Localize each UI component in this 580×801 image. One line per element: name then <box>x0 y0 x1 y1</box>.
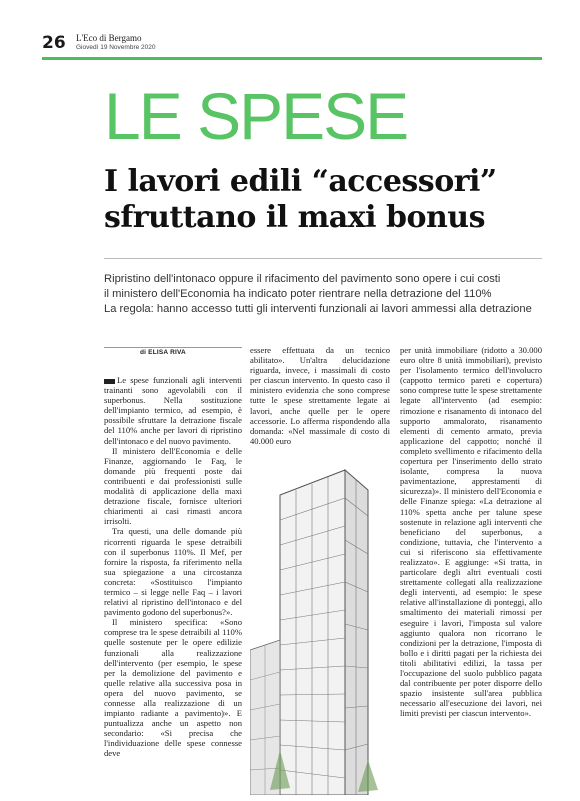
building-sketch-icon <box>250 450 390 795</box>
headline-line: I lavori edili “accessori” <box>104 164 497 199</box>
paragraph <box>104 375 242 446</box>
paragraph: essere effettuata da un tecnico abilitato». Un'altra delucidazione riguarda, invece, i massimali di costo per ciascun intervento. In questo caso il ministero evidenzia che sono comprese tutte le spese strettamente legate ai lavori, anche quelle per le opere accessorie. Lo afferma rispondendo alla domanda: «Nel massimale di costo di 40.000 euro <box>250 345 390 446</box>
subhead-line: Ripristino dell'intonaco oppure il rifacimento del pavimento sono opere i cui costi <box>104 273 501 285</box>
paragraph: Tra questi, una delle domande più ricorrenti riguarda le spese detraibili con il superbonus 110%. Il Mef, per fornire la risposta, fa riferimento nella sua spiegazione a una circostanza concreta: «Sostituisco l'impianto termico – si legge nelle Faq – i lavori relativi al ripristino dell'intonaco e del pavimento godono del superbonus?». <box>104 526 242 618</box>
subhead-line: La regola: hanno accesso tutti gli interventi funzionali ai lavori ammessi alla detrazione <box>104 303 532 315</box>
paragraph-text: Le spese funzionali agli interventi trainanti sono agevolabili con il superbonus. Nella sostituzione dell'impianto termico, ad esempio, è possibile sfruttare la detrazione fiscale del 110% anche per lavori di ripristino dell'intonaco e del nuovo pavimento. <box>104 375 242 446</box>
byline-rule <box>104 347 242 348</box>
article-column-3 <box>400 345 542 718</box>
subheadline <box>104 272 544 317</box>
byline: di ELISA RIVA <box>140 349 186 356</box>
headline-line: sfruttano il maxi bonus <box>104 200 485 235</box>
article-column-2 <box>250 345 390 446</box>
paragraph: Il ministero specifica: «Sono comprese tra le spese detraibili al 110% quelle sostenute per le opere edilizie funzionali alla realizzazione dell'intervento (per esempio, le spese per la demolizione del pavimento e quelle relative alla successiva posa in opera del nuovo pavimento, se connesse alla realizzazione di un impianto radiante a pavimento)». E puntualizza anche un aspetto non secondario: «Si precisa che l'individuazione delle spese connesse deve <box>104 617 242 759</box>
building-sketch-illustration <box>250 450 390 795</box>
publication-date: Giovedì 19 Novembre 2020 <box>76 44 156 51</box>
paragraph: per unità immobiliare (ridotto a 30.000 euro oltre 8 unità immobiliari), previsto per l'isolamento termico dell'involucro (cappotto termico pareti e copertura) sono comprese tutte le spese strettamente legate all'intervento (ad esempio: rimozione e risanamento di intonaco del supporto ammalorato, risanamento elementi di cemento armato, previa applicazione del cappotto; nonché il completo svellimento e rifacimento della copertura per l'inserimento dello strato isolante, compresa la nuova pavimentazione, apprestamenti di sicurezza)». Il ministero dell'Economia e delle Finanze spiega: «La detrazione al 110% spetta anche per talune spese sostenute in relazione agli interventi che beneficiano del superbonus, a condizione, tuttavia, che l'intervento a cui si riferiscono sia effettivamente realizzato». E aggiunge: «Si tratta, in particolare degli altri eventuali costi strettamente collegati alla realizzazione degli interventi, ad esempio: le spese relative all'installazione di ponteggi, allo smaltimento dei materiali rimossi per eseguire i lavori, l'imposta sul valore aggiunto qualora non ricorrano le condizioni per la detrazione, l'imposta di bollo e i diritti pagati per la richiesta dei titoli abilitativi edilizi, la tassa per l'occupazione del suolo pubblico pagata dal contribuente per poter disporre dello spazio insistente sull'area pubblica necessario all'esecuzione dei lavori, nei limiti previsti per ciascun intervento». <box>400 345 542 719</box>
header-rule <box>42 57 542 60</box>
article-column-1 <box>104 375 242 759</box>
paragraph-marker-icon <box>104 379 115 384</box>
section-kicker: LE SPESE <box>104 79 408 153</box>
page-header <box>42 33 542 55</box>
publication-name: L'Eco di Bergamo <box>76 33 142 43</box>
headline <box>104 164 544 236</box>
page-number: 26 <box>42 33 66 53</box>
paragraph: Il ministero dell'Economia e delle Finanze, aggiornando le Faq, le domande più frequenti poste dai contribuenti e dai professionisti sulle modalità di applicazione della maxi detrazione fiscale, fornisce ulteriori chiarimenti ai casi rimasti ancora irrisolti. <box>104 445 242 527</box>
divider <box>104 258 542 259</box>
subhead-line: il ministero dell'Economia ha indicato poter rientrare nella detrazione del 110% <box>104 288 492 300</box>
